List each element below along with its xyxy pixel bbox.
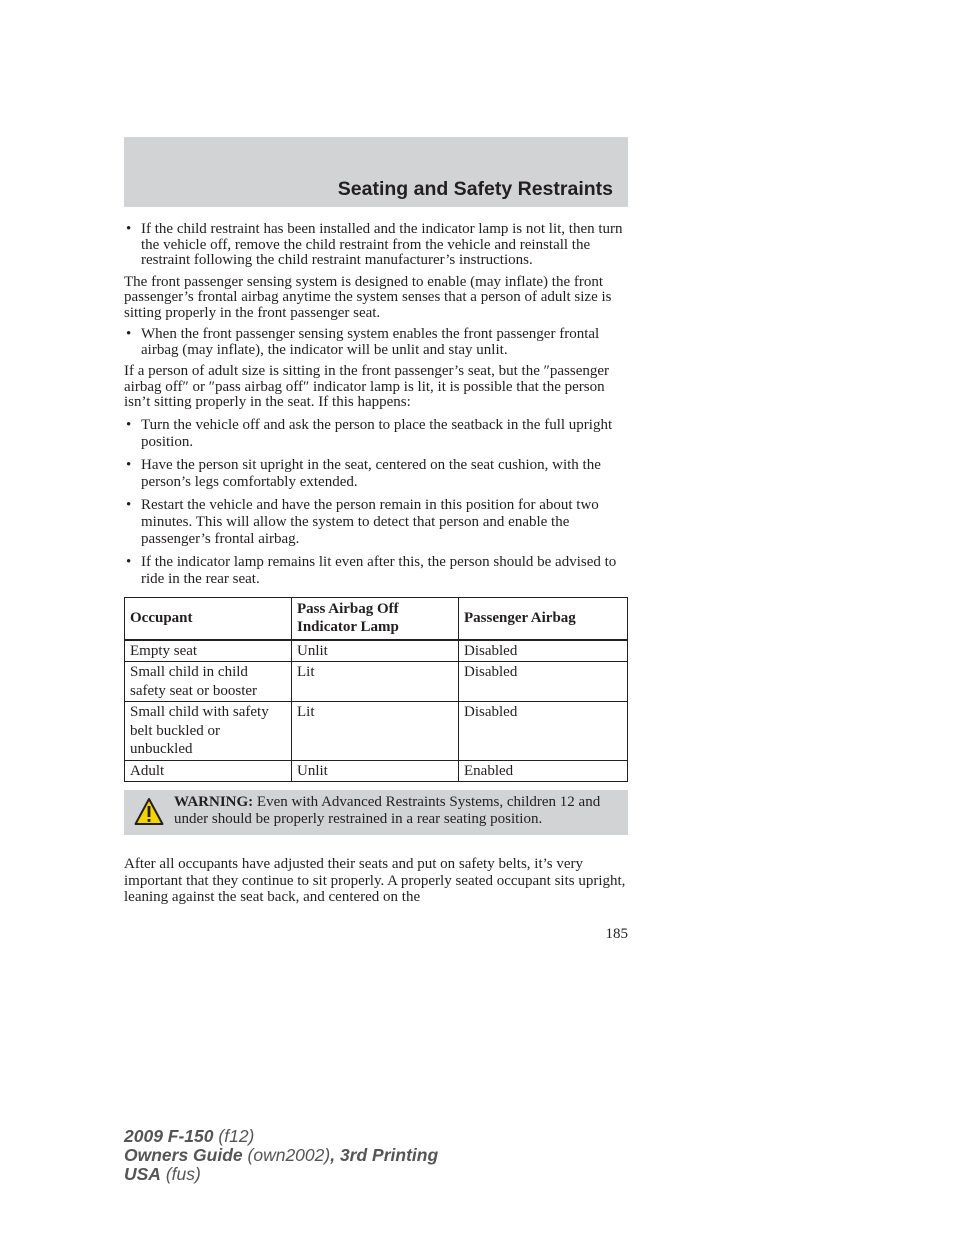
table-cell: Small child in child safety seat or booster — [125, 662, 292, 702]
table-cell: Adult — [125, 760, 292, 782]
occupant-airbag-table — [124, 597, 628, 783]
table-cell: Enabled — [459, 760, 628, 782]
column-header-indicator-lamp: Pass Airbag Off Indicator Lamp — [292, 597, 459, 640]
section-title: Seating and Safety Restraints — [337, 178, 613, 200]
table-cell: Disabled — [459, 702, 628, 761]
table-row — [125, 662, 628, 702]
bullet-reinstall-restraint: • If the child restraint has been installed and the indicator lamp is not lit, then turn the vehicle off, remove the child restraint from the vehicle and reinstall the restraint following the child restraint manufacturer’s instructions. — [124, 222, 628, 269]
table-cell: Lit — [292, 662, 459, 702]
table-cell: Disabled — [459, 662, 628, 702]
table-row — [125, 702, 628, 761]
section-header — [124, 137, 628, 207]
footer-line-model — [124, 1127, 438, 1146]
footer-guide-code: (own2002) — [247, 1145, 331, 1165]
column-header-passenger-airbag: Passenger Airbag — [459, 597, 628, 640]
footer-line-region — [124, 1165, 438, 1184]
warning-label: WARNING: — [174, 794, 254, 810]
table-cell: Empty seat — [125, 640, 292, 662]
footer-printing: , 3rd Printing — [330, 1145, 439, 1165]
table-cell: Unlit — [292, 640, 459, 662]
warning-box — [124, 790, 628, 835]
warning-triangle-icon — [134, 797, 164, 827]
table-cell: Unlit — [292, 760, 459, 782]
table-row — [125, 760, 628, 782]
paragraph-sensing-system: The front passenger sensing system is designed to enable (may inflate) the front passenger’s frontal airbag anytime the system senses that a person of adult size is sitting properly in the front passenger seat. — [124, 273, 612, 321]
footer-model: 2009 F-150 — [124, 1126, 214, 1146]
footer-model-code: (f12) — [218, 1126, 255, 1146]
bullet-indicator-unlit: • When the front passenger sensing system enables the front passenger frontal airbag (may inflate), the indicator will be unlit and stay unlit. — [124, 327, 628, 358]
page-content — [124, 222, 628, 912]
page-number: 185 — [605, 926, 628, 942]
bullet-ride-rear-seat: • If the indicator lamp remains lit even after this, the person should be advised to ride in the rear seat. — [124, 554, 628, 588]
bullet-sit-upright: • Have the person sit upright in the seat, centered on the seat cushion, with the person’s legs comfortably extended. — [124, 457, 628, 491]
paragraph-sit-properly: After all occupants have adjusted their seats and put on safety belts, it’s very important that they continue to sit properly. A properly seated occupant sits upright, leaning against the seat back, and centered on the — [124, 856, 626, 905]
table-cell: Small child with safety belt buckled or unbuckled — [125, 702, 292, 761]
warning-text: Even with Advanced Restraints Systems, children 12 and under should be properly restrained in a rear seating position. — [174, 794, 601, 827]
bullet-seatback-upright: • Turn the vehicle off and ask the person to place the seatback in the full upright position. — [124, 417, 628, 451]
document-footer — [124, 1127, 438, 1184]
footer-line-guide — [124, 1146, 438, 1165]
table-header-row — [125, 597, 628, 640]
table-row — [125, 640, 628, 662]
table-cell: Disabled — [459, 640, 628, 662]
footer-guide: Owners Guide — [124, 1145, 243, 1165]
paragraph-adult-lamp-lit: If a person of adult size is sitting in the front passenger’s seat, but the ″passenger airbag off″ or ″pass airbag off″ indicator lamp is lit, it is possible that the person isn’t sitting properly in the seat. If this happens: — [124, 363, 610, 410]
footer-region-code: (fus) — [165, 1164, 201, 1184]
table-cell: Lit — [292, 702, 459, 761]
bullet-restart-vehicle: • Restart the vehicle and have the person remain in this position for about two minutes. This will allow the system to detect that person and enable the passenger’s frontal airbag. — [124, 497, 628, 548]
column-header-occupant: Occupant — [125, 597, 292, 640]
footer-region: USA — [124, 1164, 161, 1184]
